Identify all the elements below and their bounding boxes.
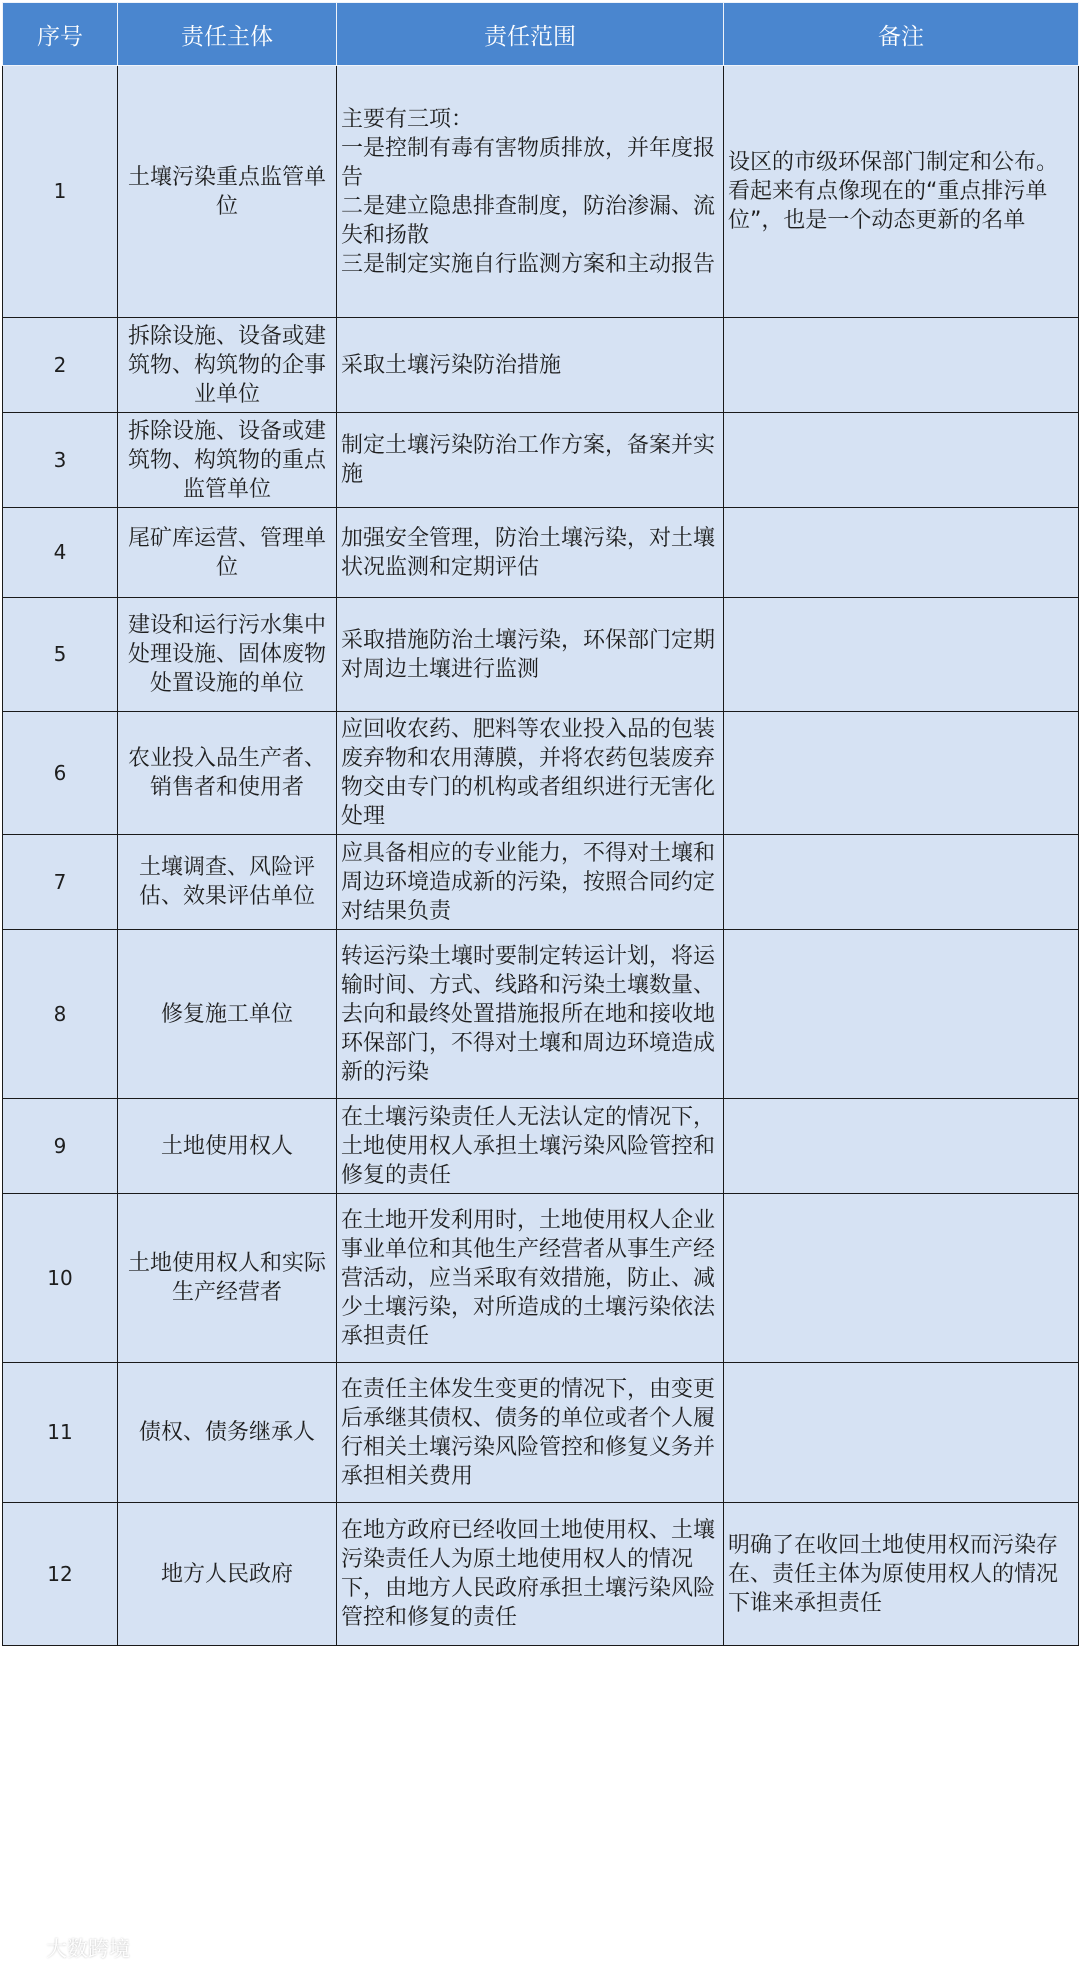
watermark-text: 大数跨境 <box>46 1937 130 1961</box>
row-num-cell: 3 <box>3 413 118 508</box>
row-subject-cell: 拆除设施、设备或建筑物、构筑物的重点监管单位 <box>118 413 337 508</box>
responsibility-table <box>2 2 1079 1646</box>
table-row <box>3 318 1079 413</box>
scope-line: 采取措施防治土壤污染，环保部门定期对周边土壤进行监测 <box>341 627 716 682</box>
row-num-cell: 11 <box>3 1363 118 1503</box>
row-note-cell <box>724 1099 1079 1194</box>
row-num-cell: 9 <box>3 1099 118 1194</box>
row-num-cell: 5 <box>3 598 118 712</box>
scope-line: 采取土壤污染防治措施 <box>341 352 562 378</box>
row-note-cell <box>724 1194 1079 1363</box>
header-note: 备注 <box>724 3 1079 66</box>
table-row <box>3 598 1079 712</box>
table-header-row <box>3 3 1079 66</box>
row-scope-cell <box>337 1363 724 1503</box>
row-note-cell <box>724 413 1079 508</box>
row-scope-cell <box>337 598 724 712</box>
scope-line: 一是控制有毒有害物质排放，并年度报告 <box>341 135 716 190</box>
row-subject-cell: 农业投入品生产者、销售者和使用者 <box>118 712 337 835</box>
scope-line: 三是制定实施自行监测方案和主动报告 <box>341 251 716 277</box>
responsibility-table-container <box>2 2 1078 1646</box>
header-scope: 责任范围 <box>337 3 724 66</box>
scope-line: 制定土壤污染防治工作方案，备案并实施 <box>341 433 716 487</box>
row-num-cell: 1 <box>3 66 118 318</box>
table-row <box>3 413 1079 508</box>
scope-line: 在责任主体发生变更的情况下，由变更后承继其债权、债务的单位或者个人履行相关土壤污染风险管控和修复义务并承担相关费用 <box>341 1376 716 1489</box>
brand-logo-icon <box>8 1937 42 1959</box>
row-subject-cell: 尾矿库运营、管理单位 <box>118 508 337 598</box>
row-subject-cell: 债权、债务继承人 <box>118 1363 337 1503</box>
row-num-cell: 7 <box>3 835 118 930</box>
table-row <box>3 712 1079 835</box>
scope-line: 在土地开发利用时，土地使用权人企业事业单位和其他生产经营者从事生产经营活动，应当采取有效措施，防止、减少土壤污染，对所造成的土壤污染依法承担责任 <box>341 1207 716 1349</box>
table-body <box>3 66 1079 1646</box>
watermark <box>8 1933 130 1963</box>
scope-line: 应具备相应的专业能力，不得对土壤和周边环境造成新的污染，按照合同约定对结果负责 <box>341 840 716 924</box>
row-note-cell <box>724 930 1079 1099</box>
row-note-cell <box>724 508 1079 598</box>
row-subject-cell: 拆除设施、设备或建筑物、构筑物的企事业单位 <box>118 318 337 413</box>
row-num-cell: 4 <box>3 508 118 598</box>
row-scope-cell <box>337 1194 724 1363</box>
row-num-cell: 10 <box>3 1194 118 1363</box>
row-scope-cell <box>337 1503 724 1646</box>
table-row <box>3 1363 1079 1503</box>
table-row <box>3 1503 1079 1646</box>
table-row <box>3 930 1079 1099</box>
row-subject-cell: 修复施工单位 <box>118 930 337 1099</box>
row-subject-cell: 建设和运行污水集中处理设施、固体废物处置设施的单位 <box>118 598 337 712</box>
row-num-cell: 8 <box>3 930 118 1099</box>
header-num: 序号 <box>3 3 118 66</box>
row-subject-cell: 土地使用权人和实际生产经营者 <box>118 1194 337 1363</box>
scope-line: 加强安全管理，防治土壤污染，对土壤状况监测和定期评估 <box>341 525 716 580</box>
scope-line: 在土壤污染责任人无法认定的情况下，土地使用权人承担土壤污染风险管控和修复的责任 <box>341 1104 716 1188</box>
row-subject-cell: 土壤污染重点监管单位 <box>118 66 337 318</box>
scope-line: 主要有三项： <box>341 106 474 132</box>
table-row <box>3 508 1079 598</box>
row-num-cell: 12 <box>3 1503 118 1646</box>
row-note-cell <box>724 1363 1079 1503</box>
row-scope-cell <box>337 835 724 930</box>
row-scope-cell <box>337 712 724 835</box>
scope-line: 在地方政府已经收回土地使用权、土壤污染责任人为原土地使用权人的情况下，由地方人民政府承担土壤污染风险管控和修复的责任 <box>341 1518 716 1630</box>
row-scope-cell <box>337 413 724 508</box>
scope-line: 应回收农药、肥料等农业投入品的包装废弃物和农用薄膜，并将农药包装废弃物交由专门的机构或者组织进行无害化处理 <box>341 717 716 829</box>
table-row <box>3 1194 1079 1363</box>
scope-line: 转运污染土壤时要制定转运计划，将运输时间、方式、线路和污染土壤数量、去向和最终处置措施报所在地和接收地环保部门，不得对土壤和周边环境造成新的污染 <box>341 943 716 1085</box>
table-row <box>3 835 1079 930</box>
row-note-cell <box>724 598 1079 712</box>
row-scope-cell <box>337 318 724 413</box>
row-scope-cell <box>337 930 724 1099</box>
row-subject-cell: 土壤调查、风险评估、效果评估单位 <box>118 835 337 930</box>
header-subject: 责任主体 <box>118 3 337 66</box>
row-subject-cell: 土地使用权人 <box>118 1099 337 1194</box>
row-note-cell <box>724 712 1079 835</box>
row-num-cell: 2 <box>3 318 118 413</box>
row-note-cell: 设区的市级环保部门制定和公布。看起来有点像现在的“重点排污单位”，也是一个动态更新的名单 <box>724 66 1079 318</box>
table-row <box>3 1099 1079 1194</box>
row-scope-cell <box>337 1099 724 1194</box>
table-row <box>3 66 1079 318</box>
row-note-cell <box>724 318 1079 413</box>
row-num-cell: 6 <box>3 712 118 835</box>
row-note-cell <box>724 835 1079 930</box>
row-subject-cell: 地方人民政府 <box>118 1503 337 1646</box>
row-note-cell: 明确了在收回土地使用权而污染存在、责任主体为原使用权人的情况下谁来承担责任 <box>724 1503 1079 1646</box>
row-scope-cell <box>337 66 724 318</box>
scope-line: 二是建立隐患排查制度，防治渗漏、流失和扬散 <box>341 193 716 248</box>
row-scope-cell <box>337 508 724 598</box>
